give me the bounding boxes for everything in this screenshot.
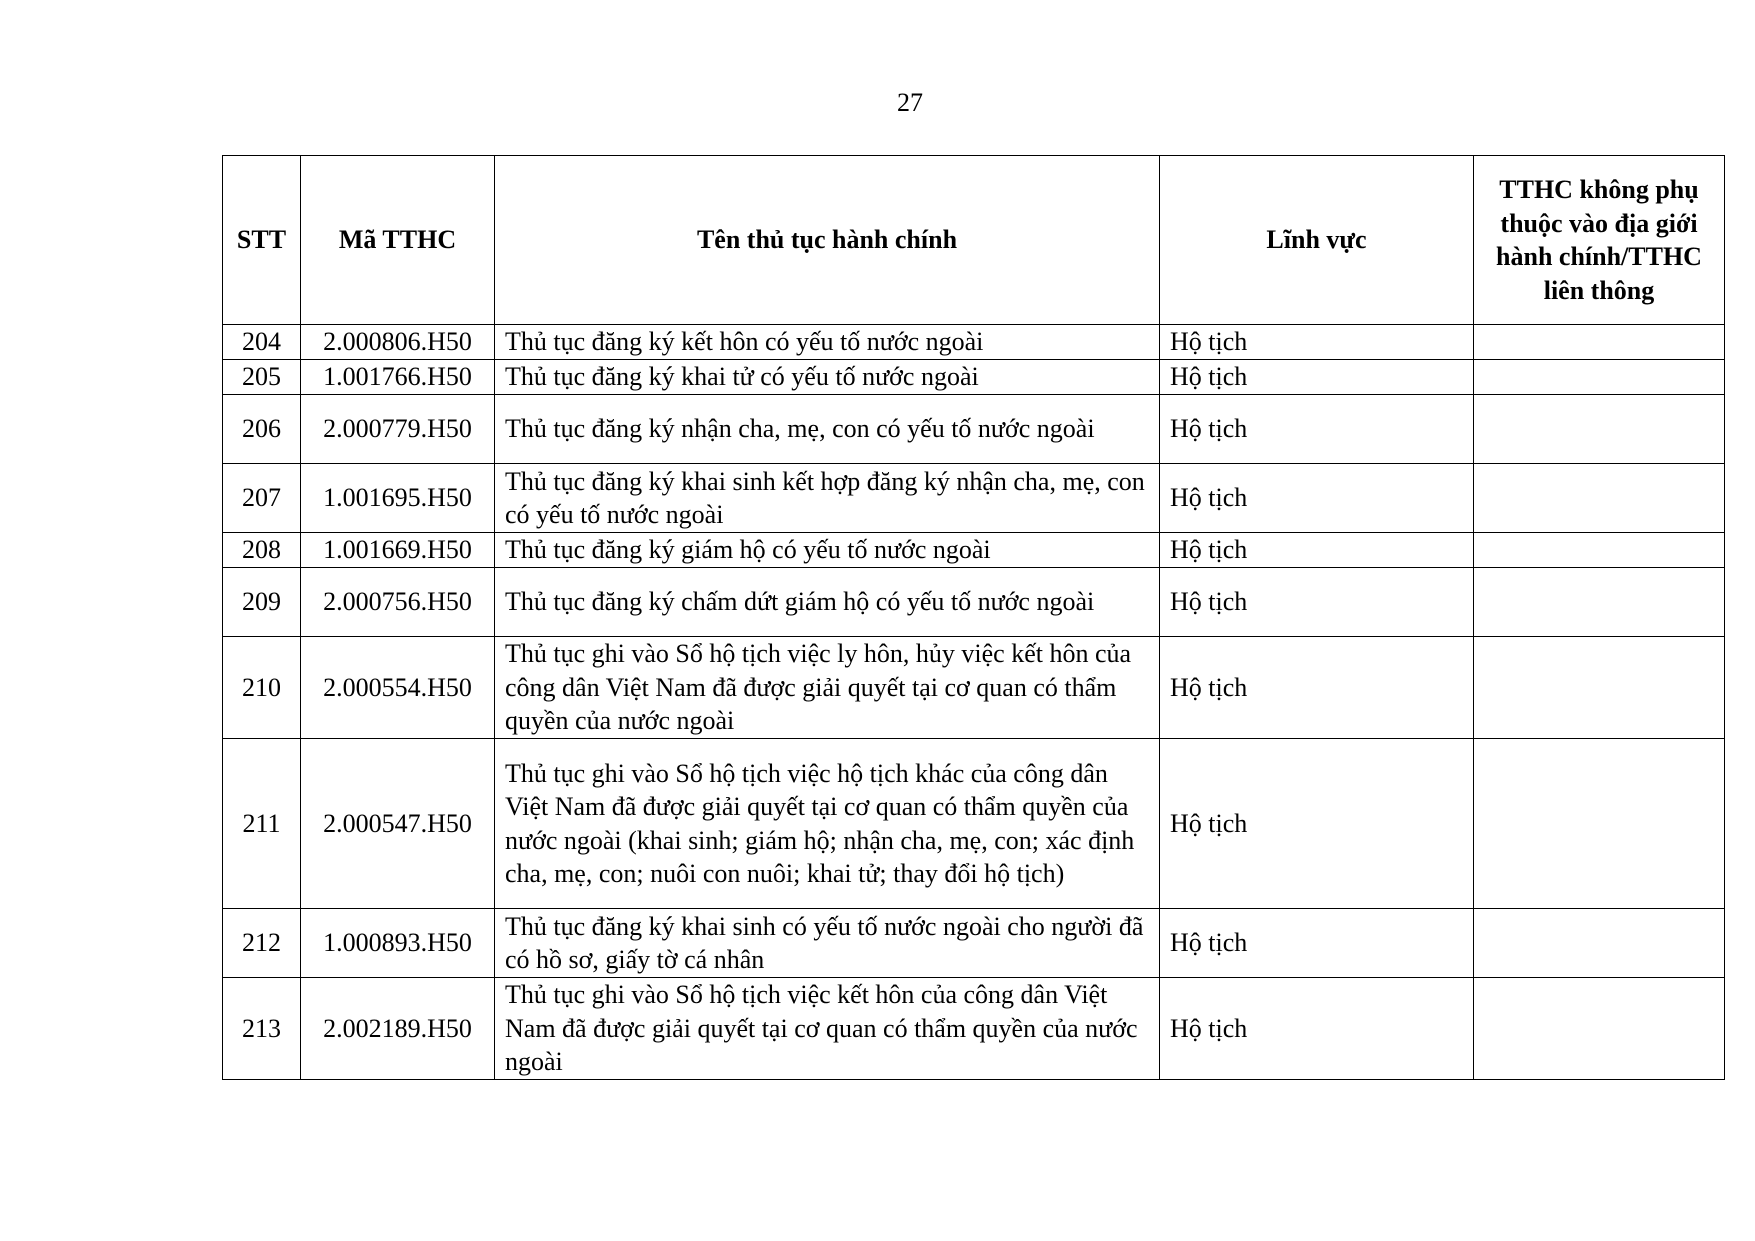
cell-name: Thủ tục đăng ký chấm dứt giám hộ có yếu tố nước ngoài bbox=[495, 568, 1160, 637]
table-row bbox=[223, 325, 1725, 360]
cell-name: Thủ tục đăng ký khai tử có yếu tố nước ngoài bbox=[495, 360, 1160, 395]
cell-stt: 208 bbox=[223, 533, 301, 568]
table-row bbox=[223, 464, 1725, 533]
cell-field: Hộ tịch bbox=[1160, 360, 1474, 395]
cell-field: Hộ tịch bbox=[1160, 533, 1474, 568]
cell-name: Thủ tục ghi vào Sổ hộ tịch việc hộ tịch khác của công dân Việt Nam đã được giải quyết tại cơ quan có thẩm quyền của nước ngoài (khai sinh; giám hộ; nhận cha, mẹ, con; xác định cha, mẹ, con; nuôi con nuôi; khai tử; thay đổi hộ tịch) bbox=[495, 739, 1160, 909]
cell-name: Thủ tục đăng ký giám hộ có yếu tố nước ngoài bbox=[495, 533, 1160, 568]
cell-name: Thủ tục đăng ký khai sinh có yếu tố nước ngoài cho người đã có hồ sơ, giấy tờ cá nhân bbox=[495, 909, 1160, 978]
cell-stt: 206 bbox=[223, 395, 301, 464]
cell-code: 1.001695.H50 bbox=[301, 464, 495, 533]
cell-note bbox=[1474, 909, 1725, 978]
header-stt: STT bbox=[223, 156, 301, 325]
table-row bbox=[223, 978, 1725, 1080]
cell-field: Hộ tịch bbox=[1160, 909, 1474, 978]
cell-field: Hộ tịch bbox=[1160, 464, 1474, 533]
table-header-row bbox=[223, 156, 1725, 325]
cell-name: Thủ tục ghi vào Sổ hộ tịch việc kết hôn của công dân Việt Nam đã được giải quyết tại cơ quan có thẩm quyền của nước ngoài bbox=[495, 978, 1160, 1080]
cell-note bbox=[1474, 978, 1725, 1080]
cell-code: 2.002189.H50 bbox=[301, 978, 495, 1080]
procedures-table bbox=[222, 155, 1725, 1080]
cell-stt: 210 bbox=[223, 637, 301, 739]
table-row bbox=[223, 637, 1725, 739]
cell-field: Hộ tịch bbox=[1160, 568, 1474, 637]
cell-note bbox=[1474, 395, 1725, 464]
table-row bbox=[223, 568, 1725, 637]
cell-stt: 205 bbox=[223, 360, 301, 395]
table-row bbox=[223, 360, 1725, 395]
table-row bbox=[223, 395, 1725, 464]
cell-note bbox=[1474, 739, 1725, 909]
cell-note bbox=[1474, 360, 1725, 395]
table-row bbox=[223, 739, 1725, 909]
cell-code: 2.000756.H50 bbox=[301, 568, 495, 637]
cell-code: 2.000554.H50 bbox=[301, 637, 495, 739]
cell-note bbox=[1474, 637, 1725, 739]
cell-field: Hộ tịch bbox=[1160, 325, 1474, 360]
cell-stt: 209 bbox=[223, 568, 301, 637]
cell-name: Thủ tục đăng ký kết hôn có yếu tố nước ngoài bbox=[495, 325, 1160, 360]
cell-field: Hộ tịch bbox=[1160, 739, 1474, 909]
cell-note bbox=[1474, 533, 1725, 568]
cell-stt: 207 bbox=[223, 464, 301, 533]
cell-note bbox=[1474, 325, 1725, 360]
table-row bbox=[223, 909, 1725, 978]
cell-name: Thủ tục đăng ký nhận cha, mẹ, con có yếu tố nước ngoài bbox=[495, 395, 1160, 464]
cell-code: 2.000806.H50 bbox=[301, 325, 495, 360]
cell-code: 2.000547.H50 bbox=[301, 739, 495, 909]
cell-name: Thủ tục ghi vào Sổ hộ tịch việc ly hôn, hủy việc kết hôn của công dân Việt Nam đã được giải quyết tại cơ quan có thẩm quyền của nước ngoài bbox=[495, 637, 1160, 739]
cell-stt: 211 bbox=[223, 739, 301, 909]
cell-code: 1.000893.H50 bbox=[301, 909, 495, 978]
header-field: Lĩnh vực bbox=[1160, 156, 1474, 325]
header-name: Tên thủ tục hành chính bbox=[495, 156, 1160, 325]
cell-stt: 213 bbox=[223, 978, 301, 1080]
table-row bbox=[223, 533, 1725, 568]
cell-code: 2.000779.H50 bbox=[301, 395, 495, 464]
cell-field: Hộ tịch bbox=[1160, 978, 1474, 1080]
header-code: Mã TTHC bbox=[301, 156, 495, 325]
cell-note bbox=[1474, 464, 1725, 533]
page-number: 27 bbox=[897, 88, 923, 117]
cell-code: 1.001766.H50 bbox=[301, 360, 495, 395]
cell-note bbox=[1474, 568, 1725, 637]
cell-stt: 212 bbox=[223, 909, 301, 978]
header-note: TTHC không phụ thuộc vào địa giới hành chính/TTHC liên thông bbox=[1474, 156, 1725, 325]
cell-stt: 204 bbox=[223, 325, 301, 360]
cell-field: Hộ tịch bbox=[1160, 637, 1474, 739]
cell-code: 1.001669.H50 bbox=[301, 533, 495, 568]
cell-field: Hộ tịch bbox=[1160, 395, 1474, 464]
cell-name: Thủ tục đăng ký khai sinh kết hợp đăng ký nhận cha, mẹ, con có yếu tố nước ngoài bbox=[495, 464, 1160, 533]
